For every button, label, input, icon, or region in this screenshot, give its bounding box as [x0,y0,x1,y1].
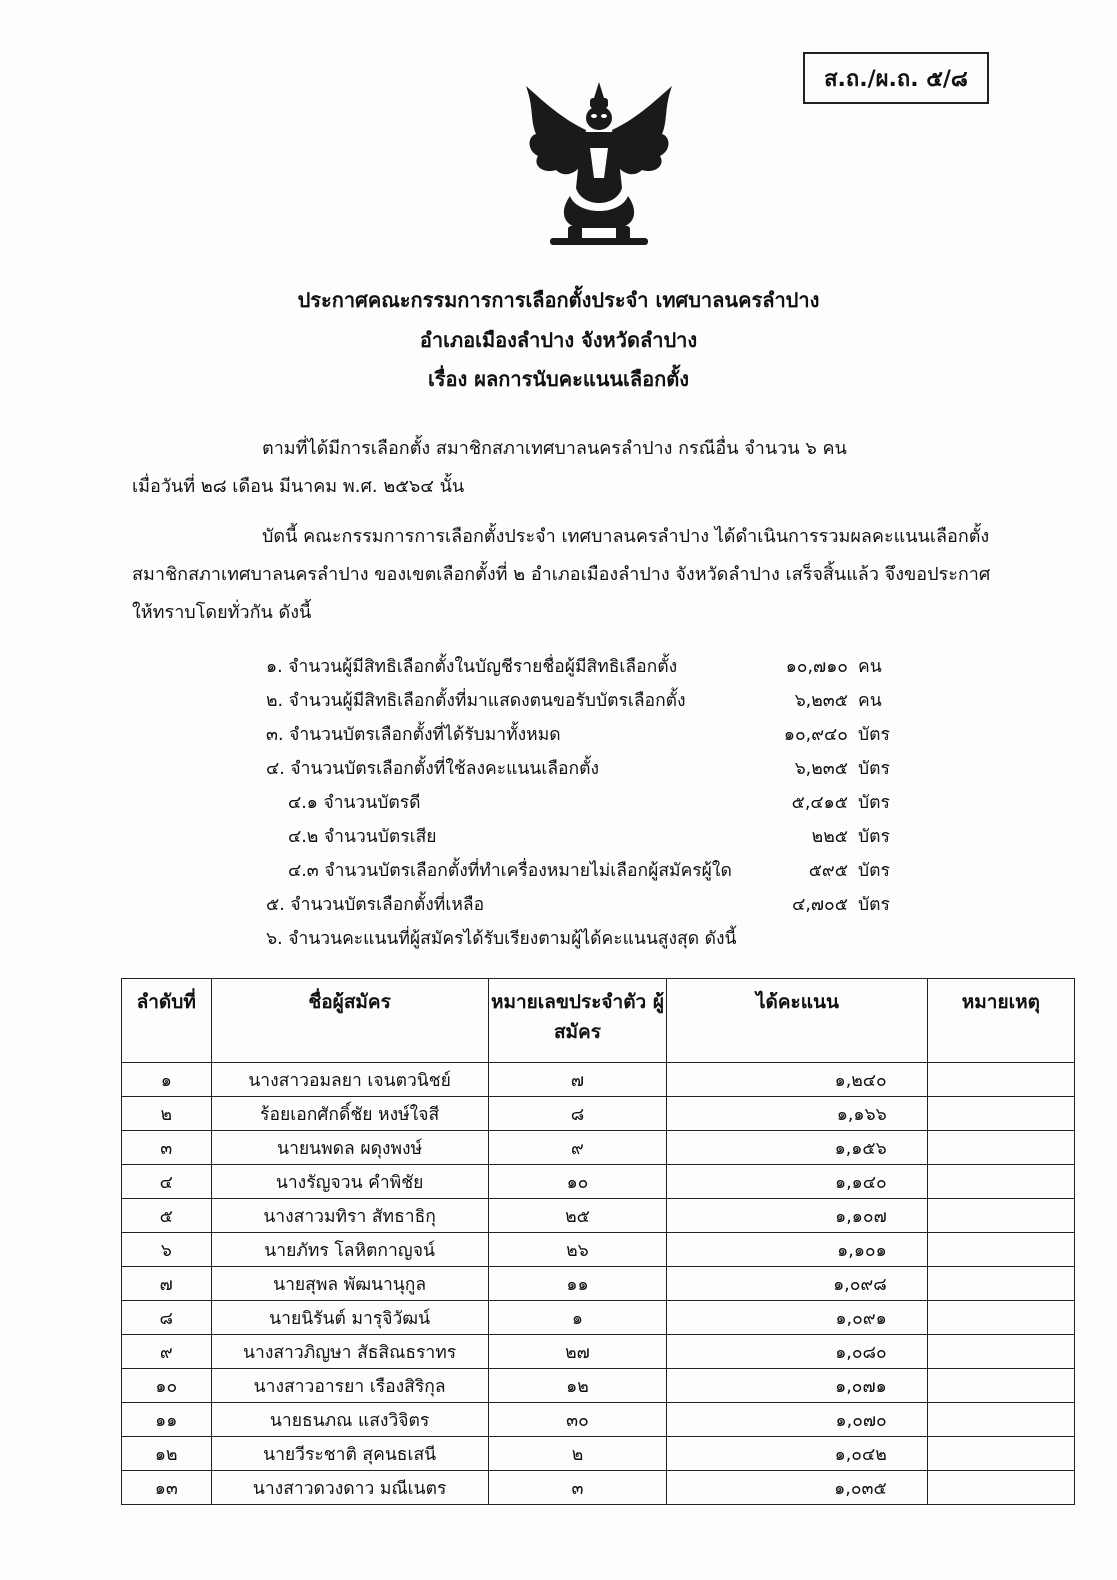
header-candidate-name: ชื่อผู้สมัคร [211,979,488,1063]
header-votes: ได้คะแนน [667,979,928,1063]
candidate-name-cell: นายนิรันต์ มารุจิวัฒน์ [211,1301,488,1335]
summary-label: ๔.๒ จำนวนบัตรเสีย [288,827,437,847]
summary-value: ๑๐,๙๔๐ [783,725,848,745]
candidate-name-cell: นางรัญจวน คำพิชัย [211,1165,488,1199]
candidate-number-cell: ๘ [488,1097,666,1131]
candidate-name-cell: นายนพดล ผดุงพงษ์ [211,1131,488,1165]
candidate-number-cell: ๓๐ [488,1403,666,1437]
candidate-number-cell: ๑๒ [488,1369,666,1403]
rank-cell: ๒ [122,1097,212,1131]
votes-cell: ๑,๐๗๑ [667,1369,928,1403]
candidate-number-cell: ๑๑ [488,1267,666,1301]
rank-cell: ๑๓ [122,1471,212,1505]
votes-cell: ๑,๐๘๐ [667,1335,928,1369]
remarks-cell [927,1165,1074,1199]
table-row [122,1063,1075,1097]
header-rank: ลำดับที่ [122,979,212,1063]
rank-cell: ๑๒ [122,1437,212,1471]
remarks-cell [927,1471,1074,1505]
title-line-3: เรื่อง ผลการนับคะแนนเลือกตั้ง [427,367,690,391]
summary-unit: บัตร [858,725,890,745]
table-row [122,1199,1075,1233]
summary-item [266,888,926,922]
summary-item [266,718,926,752]
summary-label: ๕. จำนวนบัตรเลือกตั้งที่เหลือ [266,895,485,915]
remarks-cell [927,1233,1074,1267]
votes-cell: ๑,๐๗๐ [667,1403,928,1437]
summary-unit: บัตร [858,861,890,881]
candidate-number-cell: ๑๐ [488,1165,666,1199]
votes-cell: ๑,๑๔๐ [667,1165,928,1199]
candidate-name-cell: นางสาวภิญษา สัธสิณธราทร [211,1335,488,1369]
table-row [122,1301,1075,1335]
votes-cell: ๑,๐๓๕ [667,1471,928,1505]
title-line-1: ประกาศคณะกรรมการการเลือกตั้งประจำ เทศบาลนครลำปาง [297,288,820,312]
remarks-cell [927,1097,1074,1131]
summary-label: ๔.๑ จำนวนบัตรดี [288,793,421,813]
summary-unit: คน [858,691,882,711]
votes-cell: ๑,๐๙๑ [667,1301,928,1335]
summary-unit: บัตร [858,759,890,779]
rank-cell: ๑ [122,1063,212,1097]
rank-cell: ๘ [122,1301,212,1335]
results-table [121,978,1075,1505]
candidate-number-cell: ๙ [488,1131,666,1165]
candidate-name-cell: ร้อยเอกศักดิ์ชัย หงษ์ใจสี [211,1097,488,1131]
summary-unit: คน [858,657,882,677]
candidate-name-cell: นายวีระชาติ สุคนธเสนี [211,1437,488,1471]
summary-item [266,820,926,854]
votes-cell: ๑,๑๐๑ [667,1233,928,1267]
table-row [122,1403,1075,1437]
summary-value: ๖,๒๓๕ [794,759,848,779]
remarks-cell [927,1403,1074,1437]
candidate-number-cell: ๓ [488,1471,666,1505]
candidate-number-cell: ๒๗ [488,1335,666,1369]
summary-value: ๕,๔๑๕ [791,793,848,813]
votes-cell: ๑,๒๔๐ [667,1063,928,1097]
summary-label: ๔.๓ จำนวนบัตรเลือกตั้งที่ทำเครื่องหมายไม่เลือกผู้สมัครผู้ใด [288,861,732,881]
summary-label: ๖. จำนวนคะแนนที่ผู้สมัครได้รับเรียงตามผู้ได้คะแนนสูงสุด ดังนี้ [266,929,737,949]
table-row [122,1369,1075,1403]
table-row [122,1165,1075,1199]
summary-value: ๔,๗๐๕ [792,895,848,915]
rank-cell: ๔ [122,1165,212,1199]
candidate-name-cell: นายธนภณ แสงวิจิตร [211,1403,488,1437]
rank-cell: ๓ [122,1131,212,1165]
summary-item [266,684,926,718]
summary-unit: บัตร [858,827,890,847]
table-row [122,1131,1075,1165]
rank-cell: ๙ [122,1335,212,1369]
summary-item [266,650,926,684]
votes-cell: ๑,๐๙๘ [667,1267,928,1301]
candidate-name-cell: นายภัทร โลหิตกาญจน์ [211,1233,488,1267]
table-row [122,1335,1075,1369]
rank-cell: ๖ [122,1233,212,1267]
candidate-name-cell: นายสุพล พัฒนานุกูล [211,1267,488,1301]
remarks-cell [927,1131,1074,1165]
summary-unit: บัตร [858,793,890,813]
table-row [122,1233,1075,1267]
summary-item [266,854,926,888]
header-candidate-number: หมายเลขประจำตัว ผู้สมัคร [488,979,666,1063]
summary-item [266,752,926,786]
table-row [122,1267,1075,1301]
candidate-number-cell: ๒ [488,1437,666,1471]
rank-cell: ๗ [122,1267,212,1301]
candidate-name-cell: นางสาวอารยา เรืองสิริกุล [211,1369,488,1403]
votes-cell: ๑,๑๐๗ [667,1199,928,1233]
announcement-line-3: ให้ทราบโดยทั่วกัน ดังนี้ [132,602,312,623]
candidate-name-cell: นางสาวอมลยา เจนตวนิชย์ [211,1063,488,1097]
header-remarks: หมายเหตุ [927,979,1074,1063]
rank-cell: ๕ [122,1199,212,1233]
title-line-2: อำเภอเมืองลำปาง จังหวัดลำปาง [419,328,698,352]
intro-line-2: เมื่อวันที่ ๒๘ เดือน มีนาคม พ.ศ. ๒๕๖๔ นั้น [132,476,465,497]
summary-value: ๑๐,๗๑๐ [785,657,848,677]
announcement-line-2: สมาชิกสภาเทศบาลนครลำปาง ของเขตเลือกตั้งที่ ๒ อำเภอเมืองลำปาง จังหวัดลำปาง เสร็จสิ้นแล้ว จึงขอประกาศ [132,564,991,585]
candidate-name-cell: นางสาวดวงดาว มณีเนตร [211,1471,488,1505]
remarks-cell [927,1437,1074,1471]
summary-label: ๔. จำนวนบัตรเลือกตั้งที่ใช้ลงคะแนนเลือกตั้ง [266,759,600,779]
remarks-cell [927,1369,1074,1403]
form-code: ส.ถ./ผ.ถ. ๕/๘ [824,66,968,92]
remarks-cell [927,1301,1074,1335]
announcement-paragraph [132,518,1067,632]
table-row [122,1471,1075,1505]
garuda-emblem-icon [520,78,678,248]
summary-label: ๓. จำนวนบัตรเลือกตั้งที่ได้รับมาทั้งหมด [266,725,561,745]
candidate-number-cell: ๗ [488,1063,666,1097]
table-row [122,1437,1075,1471]
remarks-cell [927,1063,1074,1097]
summary-item [266,786,926,820]
announcement-line-1: บัดนี้ คณะกรรมการการเลือกตั้งประจำ เทศบาลนครลำปาง ได้ดำเนินการรวมผลคะแนนเลือกตั้ง [262,526,990,547]
table-row [122,1097,1075,1131]
rank-cell: ๑๐ [122,1369,212,1403]
intro-paragraph [132,430,1067,506]
summary-value: ๖,๒๓๕ [794,691,848,711]
remarks-cell [927,1335,1074,1369]
candidate-number-cell: ๒๖ [488,1233,666,1267]
table-header-row [122,979,1075,1063]
summary-list [266,650,926,956]
votes-cell: ๑,๑๖๖ [667,1097,928,1131]
summary-unit: บัตร [858,895,890,915]
summary-label: ๒. จำนวนผู้มีสิทธิเลือกตั้งที่มาแสดงตนขอรับบัตรเลือกตั้ง [266,691,686,711]
votes-cell: ๑,๑๕๖ [667,1131,928,1165]
summary-value: ๕๙๕ [808,861,848,881]
summary-item [266,922,926,956]
summary-value: ๒๒๕ [811,827,848,847]
summary-label: ๑. จำนวนผู้มีสิทธิเลือกตั้งในบัญชีรายชื่อผู้มีสิทธิเลือกตั้ง [266,657,678,677]
intro-line-1: ตามที่ได้มีการเลือกตั้ง สมาชิกสภาเทศบาลนครลำปาง กรณีอื่น จำนวน ๖ คน [262,438,847,459]
candidate-name-cell: นางสาวมทิรา สัทธาธิกุ [211,1199,488,1233]
form-code-box [803,52,989,104]
votes-cell: ๑,๐๔๒ [667,1437,928,1471]
candidate-number-cell: ๒๕ [488,1199,666,1233]
remarks-cell [927,1199,1074,1233]
candidate-number-cell: ๑ [488,1301,666,1335]
rank-cell: ๑๑ [122,1403,212,1437]
remarks-cell [927,1267,1074,1301]
